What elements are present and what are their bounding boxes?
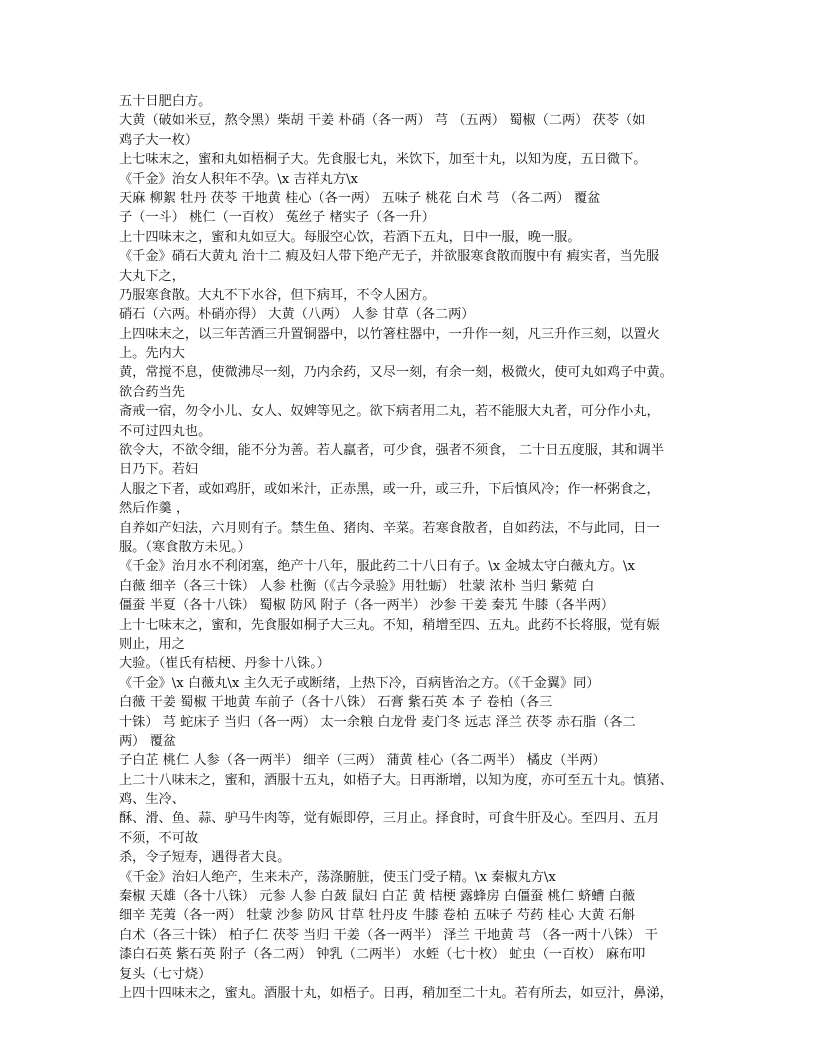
text-line: 两） 覆盆 bbox=[119, 733, 176, 749]
text-line: 大丸下之， bbox=[119, 268, 185, 284]
text-line: 子白芷 桃仁 人参（各一两半） 细辛（三两） 蒲黄 桂心（各二两半） 橘皮（半两） bbox=[119, 753, 606, 769]
text-line: 《千金》硝石大黄丸 治十二 瘕及妇人带下绝产无子，并欲服寒食散而腹中有 瘕实者，当先服 bbox=[119, 249, 660, 265]
text-line: 斋戒一宿，勿令小儿、女人、奴婢等见之。欲下病者用二丸，若不能服大丸者，可分作小丸， bbox=[119, 404, 660, 420]
text-line: 五十日肥白方。 bbox=[119, 94, 212, 109]
text-line: 乃服寒食散。大丸不下水谷，但下病耳，不令人困方。 bbox=[119, 287, 436, 303]
text-line: 服。（寒食散方未见。） bbox=[119, 539, 251, 555]
text-line: 子（一斗） 桃仁（一百枚） 菟丝子 楮实子（各一升） bbox=[119, 210, 435, 226]
text-line: 《千金》\x 白薇丸\x 主久无子或断绪，上热下冷，百病皆治之方。（《千金翼》同） bbox=[119, 675, 600, 691]
text-line: 白薇 干姜 蜀椒 干地黄 车前子（各十八铢） 石膏 紫石英 本 子 卷柏（各三 bbox=[119, 695, 553, 711]
text-line: 欲令大，不欲令细，能不分为善。若人羸者，可少食，强者不须食， 二十日五度服，其和调半 bbox=[119, 443, 664, 459]
text-line: 黄，常搅不息，使微沸尽一刻，乃内余药，又尽一刻，有余一刻，极微火，使可丸如鸡子中黄。 bbox=[119, 365, 673, 381]
text-line: 上四味末之，以三年苦酒三升置铜器中，以竹箸柱器中，一升作一刻，凡三升作三刻，以置火 bbox=[119, 326, 660, 342]
text-line: 鸡子大一枚） bbox=[119, 132, 199, 148]
text-line: 《千金》治女人积年不孕。\x 吉祥丸方\x bbox=[119, 171, 358, 187]
text-line: 人服之下者，或如鸡肝，或如米汁，正赤黑，或一升，或三升，下后慎风冷；作一杯粥食之， bbox=[119, 481, 660, 497]
text-line: 不可过四丸也。 bbox=[119, 423, 212, 439]
text-line: 酥、滑、鱼、蒜、驴马牛肉等，觉有娠即停，三月止。择食时，可食牛肝及心。至四月、五月 bbox=[119, 811, 660, 827]
text-line: 十铢） 芎 蛇床子 当归（各一两） 太一余粮 白龙骨 麦门冬 远志 泽兰 茯苓 赤石脂（各二 bbox=[119, 714, 636, 730]
text-line: 杀，令子短寿，遇得者大良。 bbox=[119, 850, 291, 866]
text-line: 日乃下。若妇 bbox=[119, 462, 199, 478]
document-page bbox=[119, 92, 697, 1003]
text-line: 《千金》治妇人绝产，生来未产，荡涤腑脏，使玉门受子精。\x 秦椒丸方\x bbox=[119, 869, 556, 885]
text-line: 大黄（破如米豆，熬令黑）柴胡 干姜 朴硝（各一两） 芎 （五两） 蜀椒（二两） 茯苓（如 bbox=[119, 113, 646, 129]
text-line: 自养如产妇法，六月则有子。禁生鱼、猪肉、辛菜。若寒食散者，自如药法，不与此同，日一 bbox=[119, 520, 660, 536]
text-line: 大验。（崔氏有桔梗、丹参十八铢。） bbox=[119, 656, 330, 672]
text-line: 不须，不可故 bbox=[119, 830, 199, 846]
text-line: 硝石（六两。朴硝亦得） 大黄（八两） 人参 甘草（各二两） bbox=[119, 307, 475, 323]
text-line: 则止，用之 bbox=[119, 636, 185, 652]
text-line: 上七味末之，蜜和丸如梧桐子大。先食服七丸，米饮下，加至十丸，以知为度，五日微下。 bbox=[119, 152, 647, 168]
text-line: 欲合药当先 bbox=[119, 384, 185, 400]
text-line: 秦椒 天雄（各十八铢） 元参 人参 白蔹 鼠妇 白芷 黄 桔梗 露蜂房 白僵蚕 桃仁 蛴螬 白薇 bbox=[119, 889, 636, 905]
text-line: 上。先内大 bbox=[119, 346, 185, 362]
text-line: 天麻 柳絮 牡丹 茯苓 干地黄 桂心（各一两） 五味子 桃花 白术 芎 （各二两） 覆盆 bbox=[119, 190, 601, 206]
text-line: 漆白石英 紫石英 附子（各二两） 钟乳（二两半） 水蛭（七十枚） 虻虫（一百枚） 麻布叩 bbox=[119, 947, 646, 963]
text-line: 《千金》治月水不利闭塞，绝产十八年，服此药二十八日有子。\x 金城太守白薇丸方。\x bbox=[119, 559, 635, 575]
text-line: 上二十八味末之，蜜和，酒服十五丸，如梧子大。日再渐增，以知为度，亦可至五十丸。慎猪、 bbox=[119, 772, 673, 788]
text-line: 复头（七寸烧） bbox=[119, 966, 212, 982]
text-line: 上十七味末之，蜜和，先食服如桐子大三丸。不知，稍增至四、五丸。此药不长将服，觉有娠 bbox=[119, 617, 660, 633]
text-line: 细辛 芜荑（各一两） 牡蒙 沙参 防风 甘草 牡丹皮 牛膝 卷柏 五味子 芍药 桂心 大黄 石斛 bbox=[119, 908, 636, 924]
text-line: 白薇 细辛（各三十铢） 人参 杜衡（《古今录验》用牡蛎） 牡蒙 浓朴 当归 紫菀 白 bbox=[119, 578, 595, 594]
text-line: 白术（各三十铢） 柏子仁 茯苓 当归 干姜（各一两半） 泽兰 干地黄 芎 （各一两十八铢） 干 bbox=[119, 927, 658, 943]
text-line: 然后作羹 ， bbox=[119, 501, 190, 517]
text-line: 僵蚕 半夏（各十八铢） 蜀椒 防风 附子（各一两半） 沙参 干姜 秦艽 牛膝（各半两） bbox=[119, 598, 615, 614]
text-line: 鸡、生冷、 bbox=[119, 792, 185, 808]
text-line: 上四十四味末之，蜜丸。酒服十丸，如梧子。日再，稍加至二十丸。若有所去，如豆汁，鼻涕， bbox=[119, 985, 673, 1001]
text-line: 上十四味末之，蜜和丸如豆大。每服空心饮，若酒下五丸，日中一服，晚一服。 bbox=[119, 229, 581, 245]
